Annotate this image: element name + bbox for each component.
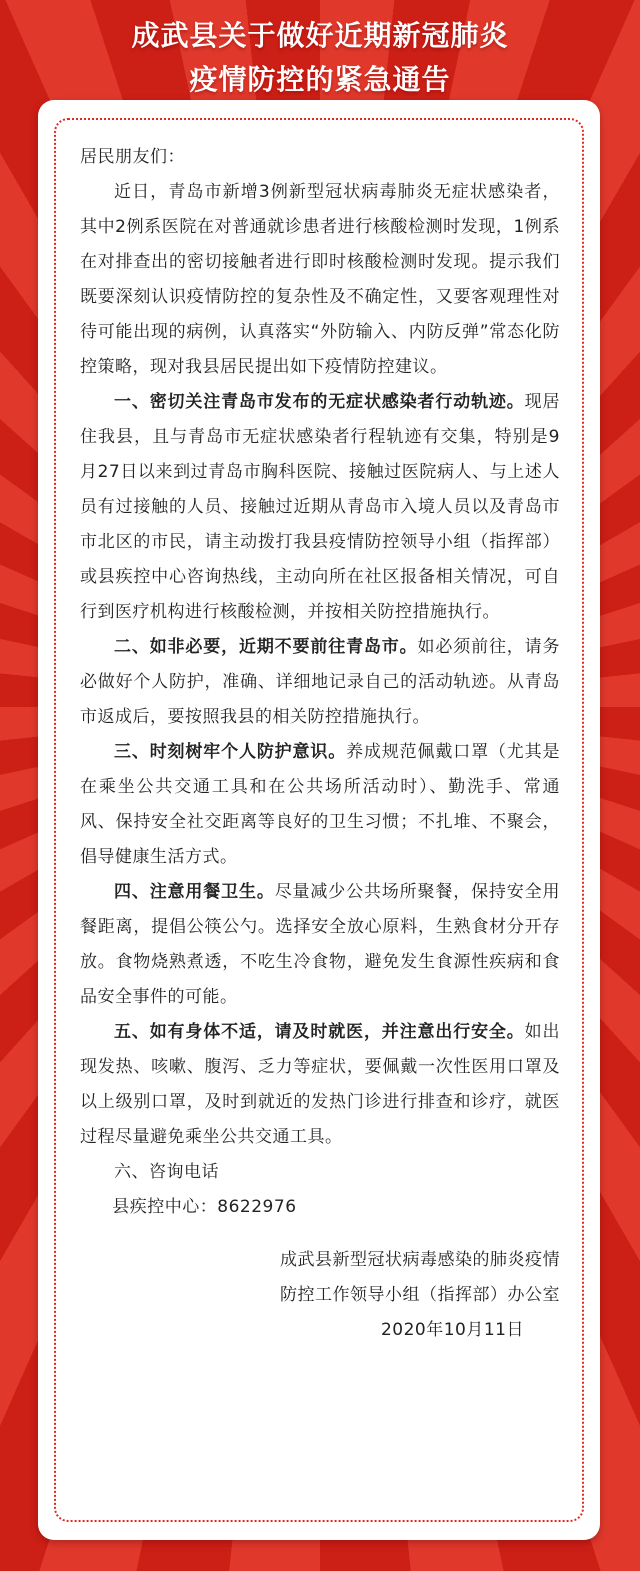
section-2	[80, 630, 560, 735]
section-4	[80, 875, 560, 1015]
section-4-title: 四、注意用餐卫生。	[114, 882, 275, 902]
title-line-2: 疫情防控的紧急通告	[189, 63, 451, 96]
contact-phone: 县疾控中心：8622976	[112, 1197, 297, 1217]
section-5	[80, 1015, 560, 1155]
section-6-title: 六、咨询电话	[114, 1162, 219, 1182]
notice-title	[0, 14, 640, 102]
notice-card	[38, 100, 600, 1540]
section-2-text: 如必须前往，请务必做好个人防护，准确、详细地记录自己的活动轨迹。从青岛市返成后，要按照我县的相关防控措施执行。	[80, 637, 561, 727]
section-4-text: 尽量减少公共场所聚餐，保持安全用餐距离，提倡公筷公勺。选择安全放心原料，生熟食材分开存放。食物烧熟煮透，不吃生冷食物，避免发生食源性疾病和食品安全事件的可能。	[80, 882, 560, 1007]
section-3-title: 三、时刻树牢个人防护意识。	[114, 742, 347, 762]
signature-line-2: 防控工作领导小组（指挥部）办公室	[280, 1285, 560, 1305]
section-2-title: 二、如非必要，近期不要前往青岛市。	[114, 637, 418, 657]
title-line-1: 成武县关于做好近期新冠肺炎	[131, 19, 509, 52]
section-1	[80, 385, 560, 630]
greeting: 居民朋友们：	[80, 147, 185, 167]
spacer	[80, 1225, 560, 1243]
section-1-text: 现居住我县，且与青岛市无症状感染者行程轨迹有交集，特别是9月27日以来到过青岛市胸科医院、接触过医院病人、与上述人员有过接触的人员、接触过近期从青岛市入境人员以及青岛市市北区的市民，请主动拨打我县疫情防控领导小组（指挥部）或县疾控中心咨询热线，主动向所在社区报备相关情况，可自行到医疗机构进行核酸检测，并按相关防控措施执行。	[80, 392, 561, 622]
section-3	[80, 735, 560, 875]
section-3-text: 养成规范佩戴口罩（尤其是在乘坐公共交通工具和在公共场所活动时）、勤洗手、常通风、保持安全社交距离等良好的卫生习惯；不扎堆、不聚会，倡导健康生活方式。	[80, 742, 561, 867]
section-5-title: 五、如有身体不适，请及时就医，并注意出行安全。	[114, 1022, 525, 1042]
section-1-title: 一、密切关注青岛市发布的无症状感染者行动轨迹。	[114, 392, 525, 412]
section-5-text: 如出现发热、咳嗽、腹泻、乏力等症状，要佩戴一次性医用口罩及以上级别口罩，及时到就近的发热门诊进行排查和诊疗，就医过程尽量避免乘坐公共交通工具。	[80, 1022, 561, 1147]
signature-line-1: 成武县新型冠状病毒感染的肺炎疫情	[280, 1250, 560, 1270]
signature-date: 2020年10月11日	[380, 1320, 524, 1340]
intro-paragraph: 近日，青岛市新增3例新型冠状病毒肺炎无症状感染者，其中2例系医院在对普通就诊患者进行核酸检测时发现，1例系在对排查出的密切接触者进行即时核酸检测时发现。提示我们既要深刻认识疫情防控的复杂性及不确定性，又要客观理性对待可能出现的病例，认真落实“外防输入、内防反弹”常态化防控策略，现对我县居民提出如下疫情防控建议。	[80, 182, 560, 377]
notice-body	[80, 140, 560, 1348]
